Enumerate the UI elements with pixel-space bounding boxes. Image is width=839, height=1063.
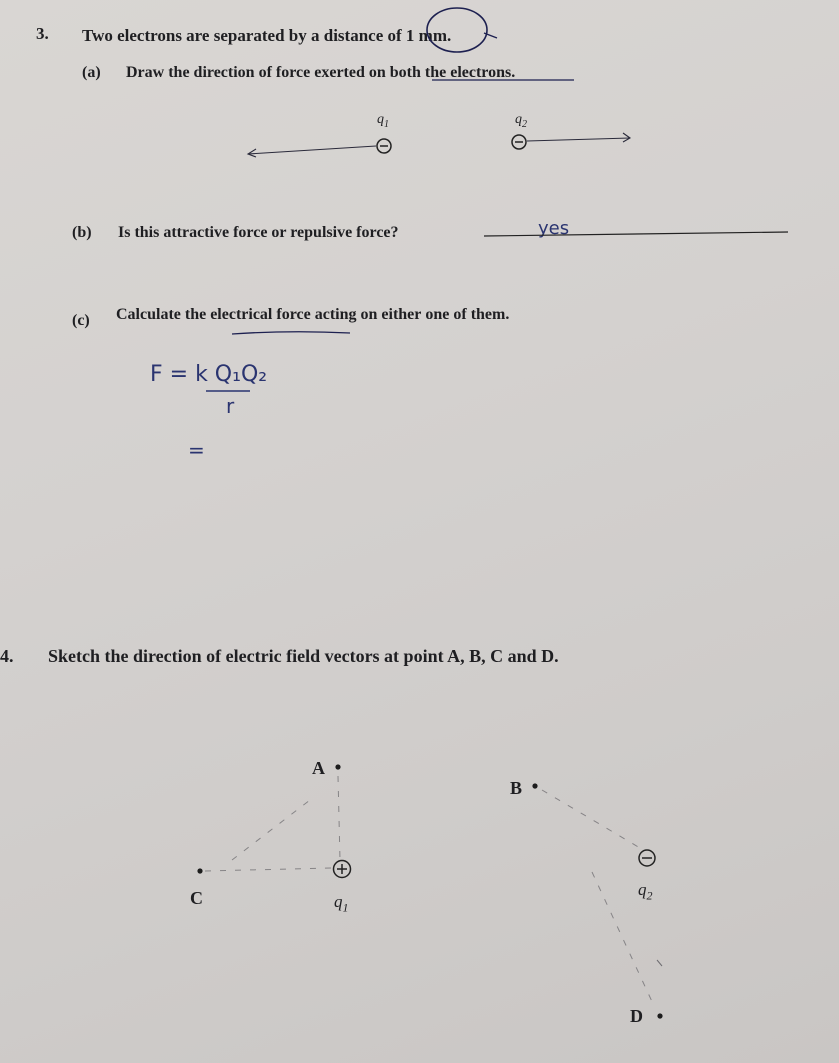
q4-charge2-sub: 2 (646, 888, 653, 903)
q4-point-b-label: B (510, 778, 523, 798)
q3c-label: (c) (72, 312, 90, 329)
q3-charge2-letter: q (515, 112, 522, 127)
q4-pencil-arrow-tick (657, 960, 662, 966)
q4-charge1-letter: q (334, 892, 343, 911)
q3c-underline (232, 332, 350, 334)
q3-number: 3. (36, 24, 49, 43)
q3-charge1-letter: q (377, 112, 384, 127)
q3-charge1-sub: 1 (384, 118, 389, 130)
q4-point-b-dot (532, 783, 537, 788)
q3c-text-pre: Calculate the electrical force acting on (116, 306, 382, 323)
q4-number: 4. (0, 646, 14, 666)
q3-force-arrowhead-left (248, 149, 256, 157)
q4-point-c-dot (197, 868, 202, 873)
q3a-text: Draw the direction of force exerted on both the electrons. (126, 64, 516, 81)
q4-point-a-dot (335, 764, 340, 769)
q3c-work-line1: F = k Q₁Q₂ (150, 362, 268, 387)
q4-pencil-sketch-lines (205, 776, 655, 1008)
q4-point-d-label: D (630, 1006, 643, 1026)
q3-charge2-sub: 2 (522, 118, 527, 130)
q4-point-c-label: C (190, 888, 203, 908)
q3-force-arrowhead-right (623, 133, 630, 142)
q3-force-arrow-right (527, 138, 630, 141)
q3b-text: Is this attractive force or repulsive force? (118, 224, 399, 241)
q3c-work-denominator: r (226, 394, 235, 418)
q4-point-d-dot (657, 1013, 662, 1018)
q3b-answer-line (484, 232, 788, 236)
q3b-label: (b) (72, 224, 92, 241)
q3b-answer: yes (538, 218, 570, 239)
q3c-text-bold: either (381, 306, 422, 323)
q3-force-arrow-left (248, 146, 376, 154)
q3-distance-circle (427, 8, 487, 52)
q3a-label: (a) (82, 64, 101, 81)
q3c-work-line2: = (188, 438, 205, 462)
q4-point-a-label: A (312, 758, 325, 778)
q3c-text-post: one of them. (421, 306, 510, 323)
q4-charge1-sub: 1 (342, 900, 349, 915)
q4-charge2-letter: q (638, 880, 647, 899)
q3-stem: Two electrons are separated by a distance of 1 mm. (82, 26, 452, 45)
q4-text: Sketch the direction of electric field vectors at point A, B, C and D. (48, 646, 559, 666)
